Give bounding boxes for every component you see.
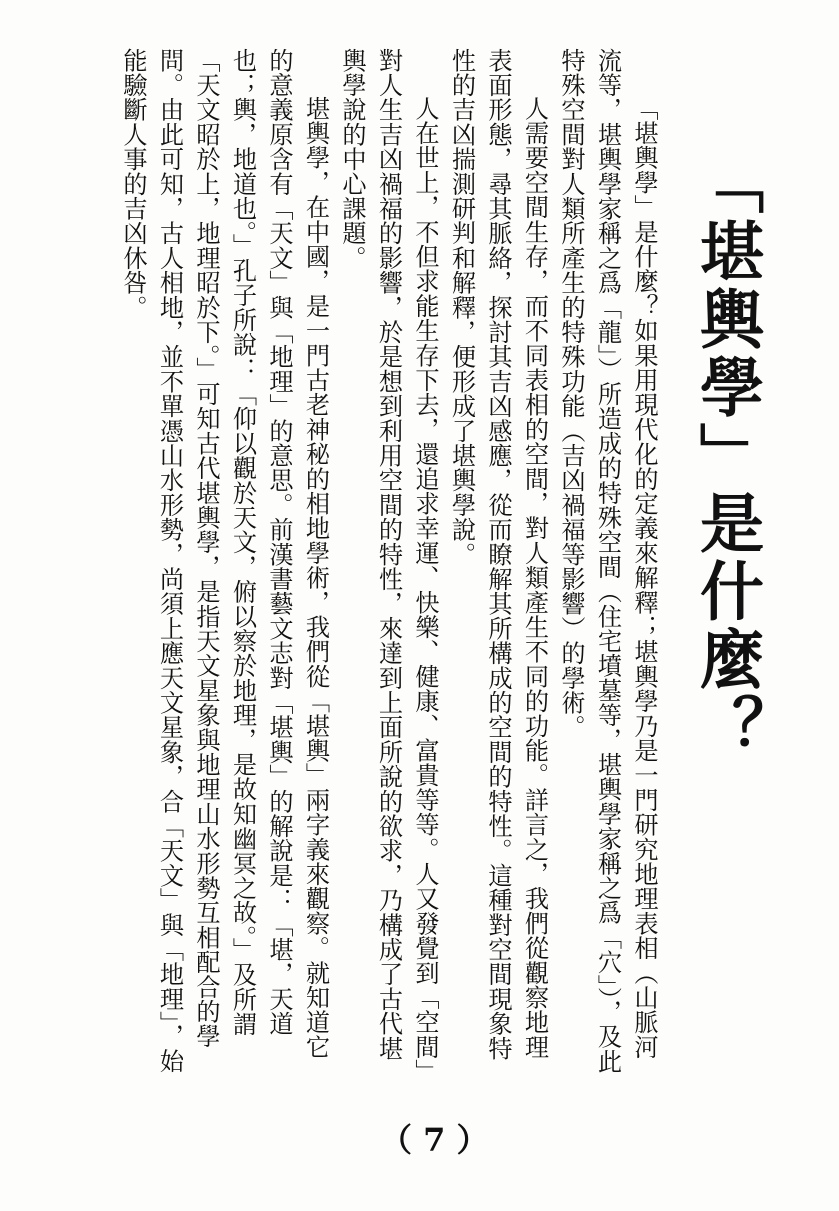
page-number: （ 7 ） [380,1121,489,1159]
paragraph-2: 人需要空間生存，而不同表相的空間，對人類產生不同的功能。詳言之，我們從觀察地理表面形態，尋其脈絡，探討其吉凶感應，從而瞭解其所構成的空間的特性。這種對空間現象特性的吉凶揣測研判和解釋，便形成了堪輿學說。 [447,48,549,1061]
paragraph-3: 人在世上，不但求能生存下去，還追求幸運、快樂、健康、富貴等等。人又發覺到「空間」對人生吉凶禍福的影響，於是想到利用空間的特性，來達到上面所說的欲求，乃構成了古代堪輿學說的中心課題。 [338,48,439,1073]
paragraph-4: 堪輿學，在中國，是一門古老神秘的相地學術，我們從「堪輿」兩字義來觀察。就知道它的意義原含有「天文」與「地理」的意思。前漢書藝文志對「堪輿」的解說是：「堪，天道也；輿，地道也。」孔子所說：「仰以觀於天文，俯以察於地理，是故知幽冥之故。」及所謂「天文昭於上，地理昭於下。」可知古代堪輿學，是指天文星象與地理山水形勢互相配合的學問。由此可知，古人相地，並不單憑山水形勢，尚須上應天文星象，合「天文」與「地理」，始能驗斷人事的吉凶休咎。 [119,48,330,1074]
body-text [82,48,662,1078]
paragraph-1: 「堪輿學」是什麼？如果用現代化的定義來解釋；堪輿學乃是一門研究地理表相（山脈河流等，堪輿學家稱之爲「龍」）所造成的特殊空間（住宅墳墓等，堪輿學家稱之爲「穴」），及此特殊空間對人類所產生的特殊功能（吉凶禍福等影響）的學術。 [557,48,658,1074]
page-title: 「堪輿學」是什麼？ [689,150,764,762]
